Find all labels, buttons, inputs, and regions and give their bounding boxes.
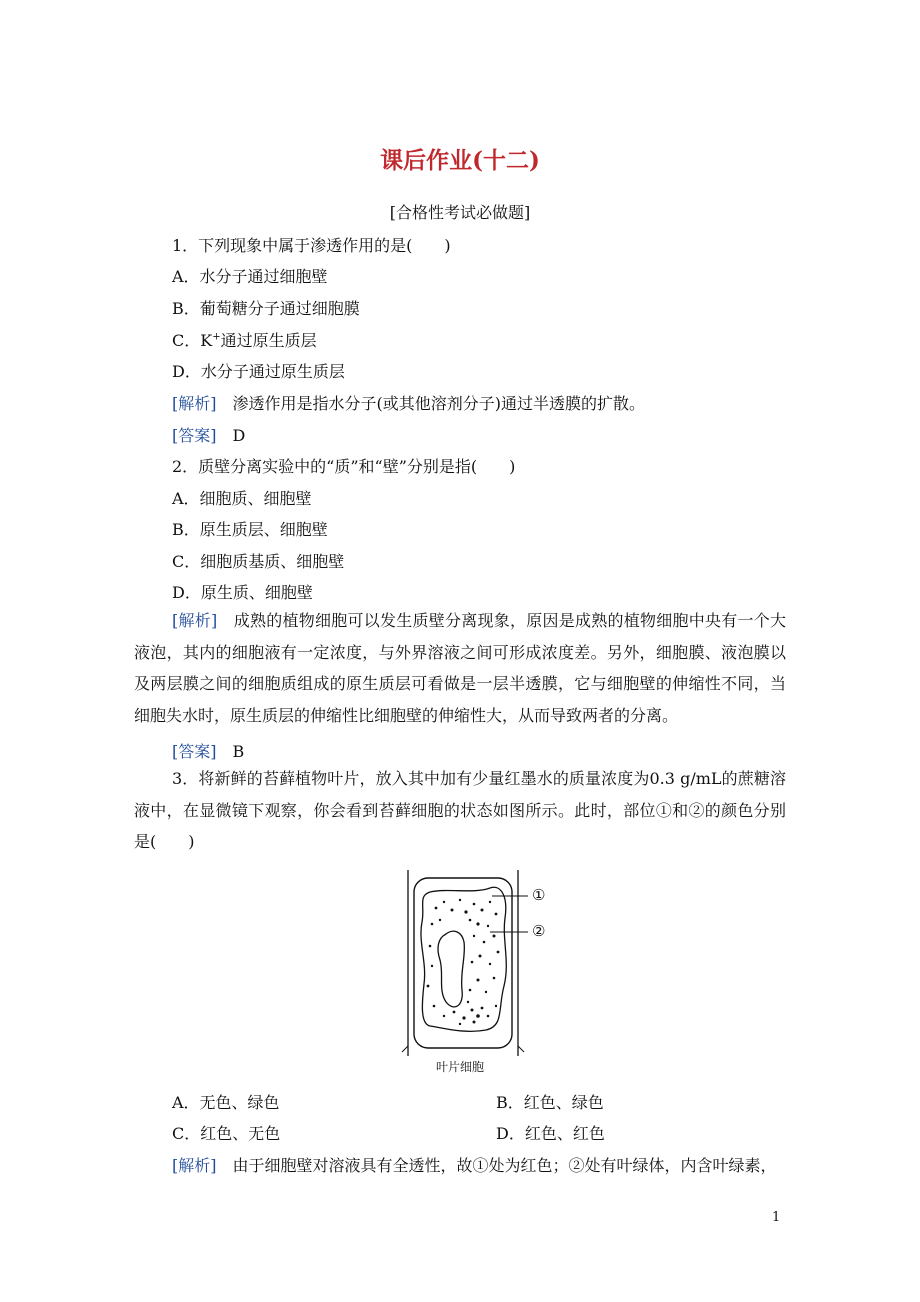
q1-option-c-pre: C．K (172, 331, 213, 350)
cell-wall-joint (518, 1046, 524, 1052)
q2-option-c: C．细胞质基质、细胞壁 (172, 552, 345, 571)
q2-analysis-text: 成熟的植物细胞可以发生质壁分离现象，原因是成熟的植物细胞中央有一个大液泡，其内的细胞液有一定浓度，与外界溶液之间可形成浓度差。另外，细胞膜、液泡膜以及两层膜之间的细胞质组成的原生质层可看做是一层半透膜，它与细胞壁的伸缩性不同，当细胞失水时，原生质层的伸缩性比细胞壁的伸缩性大，从而导致两者的分离。 (134, 611, 786, 725)
q1-option-a: A．水分子通过细胞壁 (172, 267, 328, 286)
q3-option-d: D．红色、红色 (496, 1124, 605, 1143)
q2-option-b: B．原生质层、细胞壁 (172, 520, 328, 539)
q3-option-c: C．红色、无色 (172, 1124, 281, 1143)
q3-stem-text: 3．将新鲜的苔藓植物叶片，放入其中加有少量红墨水的质量浓度为0.3 g/mL的蔗糖溶液中，在显微镜下观察，你会看到苔藓细胞的状态如图所示。此时，部位①和②的颜色分别是( ) (134, 769, 786, 851)
q1-option-c (172, 328, 317, 351)
q1-option-c-sup: + (212, 331, 221, 343)
q3-option-a: A．无色、绿色 (172, 1093, 280, 1112)
answer-tag: [答案] (172, 426, 217, 445)
q1-stem: 1．下列现象中属于渗透作用的是( ) (172, 236, 451, 255)
figure-caption: 叶片细胞 (435, 1060, 484, 1074)
page-number: 1 (772, 1210, 781, 1225)
q3-analysis (172, 1153, 777, 1176)
analysis-tag: [解析] (172, 1156, 217, 1175)
q2-option-a: A．细胞质、细胞壁 (172, 489, 312, 508)
answer-tag: [答案] (172, 742, 217, 761)
q3-analysis-text: 由于细胞壁对溶液具有全透性，故①处为红色；②处有叶绿体，内含叶绿素， (232, 1156, 777, 1175)
cell-wall-joint (402, 1046, 408, 1052)
q1-analysis (172, 391, 645, 414)
q2-analysis (134, 605, 786, 731)
q1-analysis-text: 渗透作用是指水分子(或其他溶剂分子)通过半透膜的扩散。 (232, 394, 646, 413)
page-title: 课后作业(十二) (380, 147, 540, 174)
q3-option-b: B．红色、绿色 (496, 1093, 604, 1112)
q1-option-c-post: 通过原生质层 (220, 331, 317, 350)
analysis-tag: [解析] (172, 394, 217, 413)
q2-answer-text: B (232, 742, 245, 761)
q2-stem: 2．质壁分离实验中的“质”和“壁”分别是指( ) (172, 457, 516, 476)
section-heading: [合格性考试必做题] (389, 203, 531, 222)
q1-option-b: B．葡萄糖分子通过细胞膜 (172, 299, 360, 318)
q1-answer-text: D (232, 426, 246, 445)
figure-label-2: ② (532, 922, 546, 940)
analysis-tag: [解析] (172, 611, 218, 630)
figure-label-1: ① (532, 886, 546, 904)
q1-answer (172, 423, 245, 446)
q3-stem (134, 763, 786, 858)
leaf-cell-figure (400, 866, 580, 1076)
q2-answer (172, 739, 244, 762)
q2-option-d: D．原生质、细胞壁 (172, 583, 313, 602)
q1-option-d: D．水分子通过原生质层 (172, 362, 345, 381)
vacuole (438, 931, 464, 1007)
